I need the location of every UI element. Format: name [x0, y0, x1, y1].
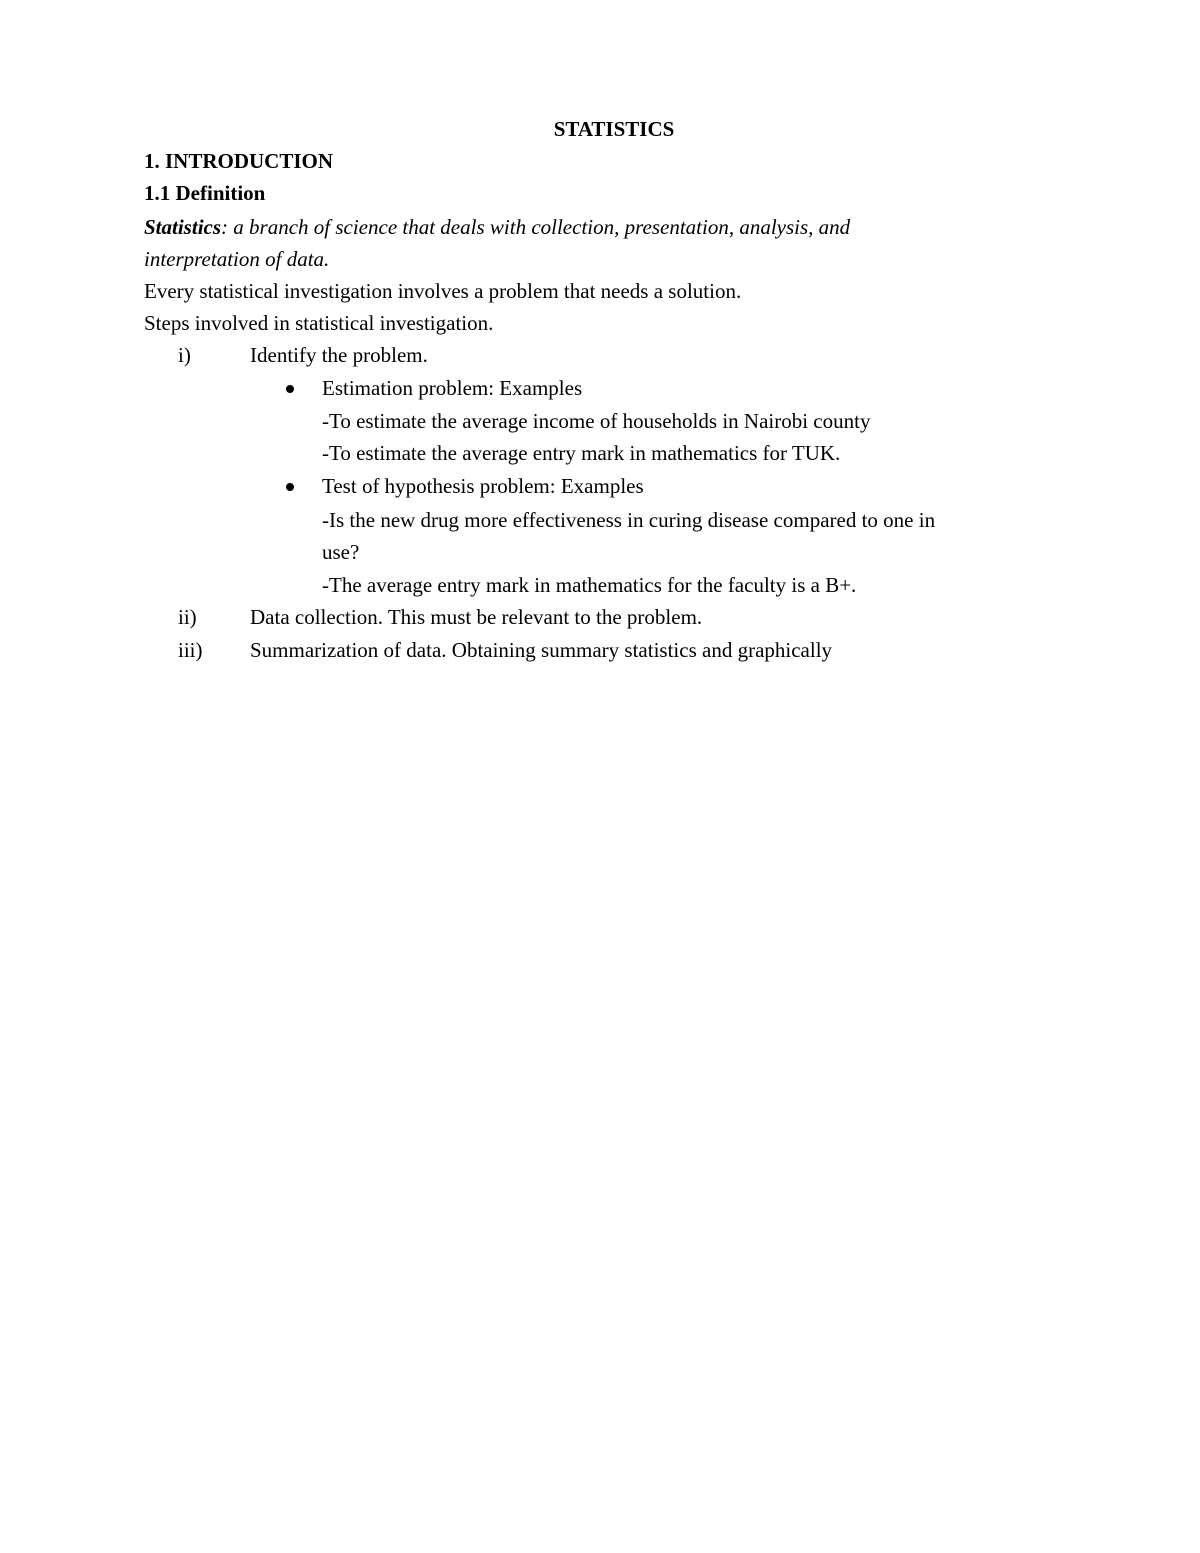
- bullet-icon: [286, 385, 294, 393]
- step-numeral: ii): [178, 605, 197, 629]
- step-numeral: i): [178, 343, 191, 367]
- step-text: Data collection. This must be relevant to the problem.: [250, 605, 703, 629]
- example-line: -Is the new drug more effectiveness in curing disease compared to one in: [322, 508, 936, 532]
- bullet-title: Test of hypothesis problem: Examples: [322, 474, 644, 498]
- step-text: Identify the problem.: [250, 343, 428, 367]
- section-heading: 1. INTRODUCTION: [144, 149, 334, 173]
- example-line: -To estimate the average entry mark in mathematics for TUK.: [322, 441, 841, 465]
- example-line: use?: [322, 540, 360, 564]
- example-line: -The average entry mark in mathematics for the faculty is a B+.: [322, 573, 857, 597]
- paragraph: Every statistical investigation involves a problem that needs a solution.: [144, 279, 742, 303]
- bullet-icon: [286, 483, 294, 491]
- bullet-title: Estimation problem: Examples: [322, 376, 583, 400]
- definition-line-1: [144, 211, 850, 243]
- definition-text: : a branch of science that deals with collection, presentation, analysis, and: [221, 215, 851, 239]
- definition-line-2: interpretation of data.: [144, 247, 330, 271]
- paragraph: Steps involved in statistical investigation.: [144, 311, 494, 335]
- document-title: STATISTICS: [553, 117, 675, 141]
- example-line: -To estimate the average income of households in Nairobi county: [322, 409, 871, 433]
- step-text: Summarization of data. Obtaining summary statistics and graphically: [250, 638, 833, 662]
- subsection-heading: 1.1 Definition: [144, 181, 266, 205]
- definition-term: Statistics: [144, 215, 222, 239]
- step-numeral: iii): [178, 638, 203, 662]
